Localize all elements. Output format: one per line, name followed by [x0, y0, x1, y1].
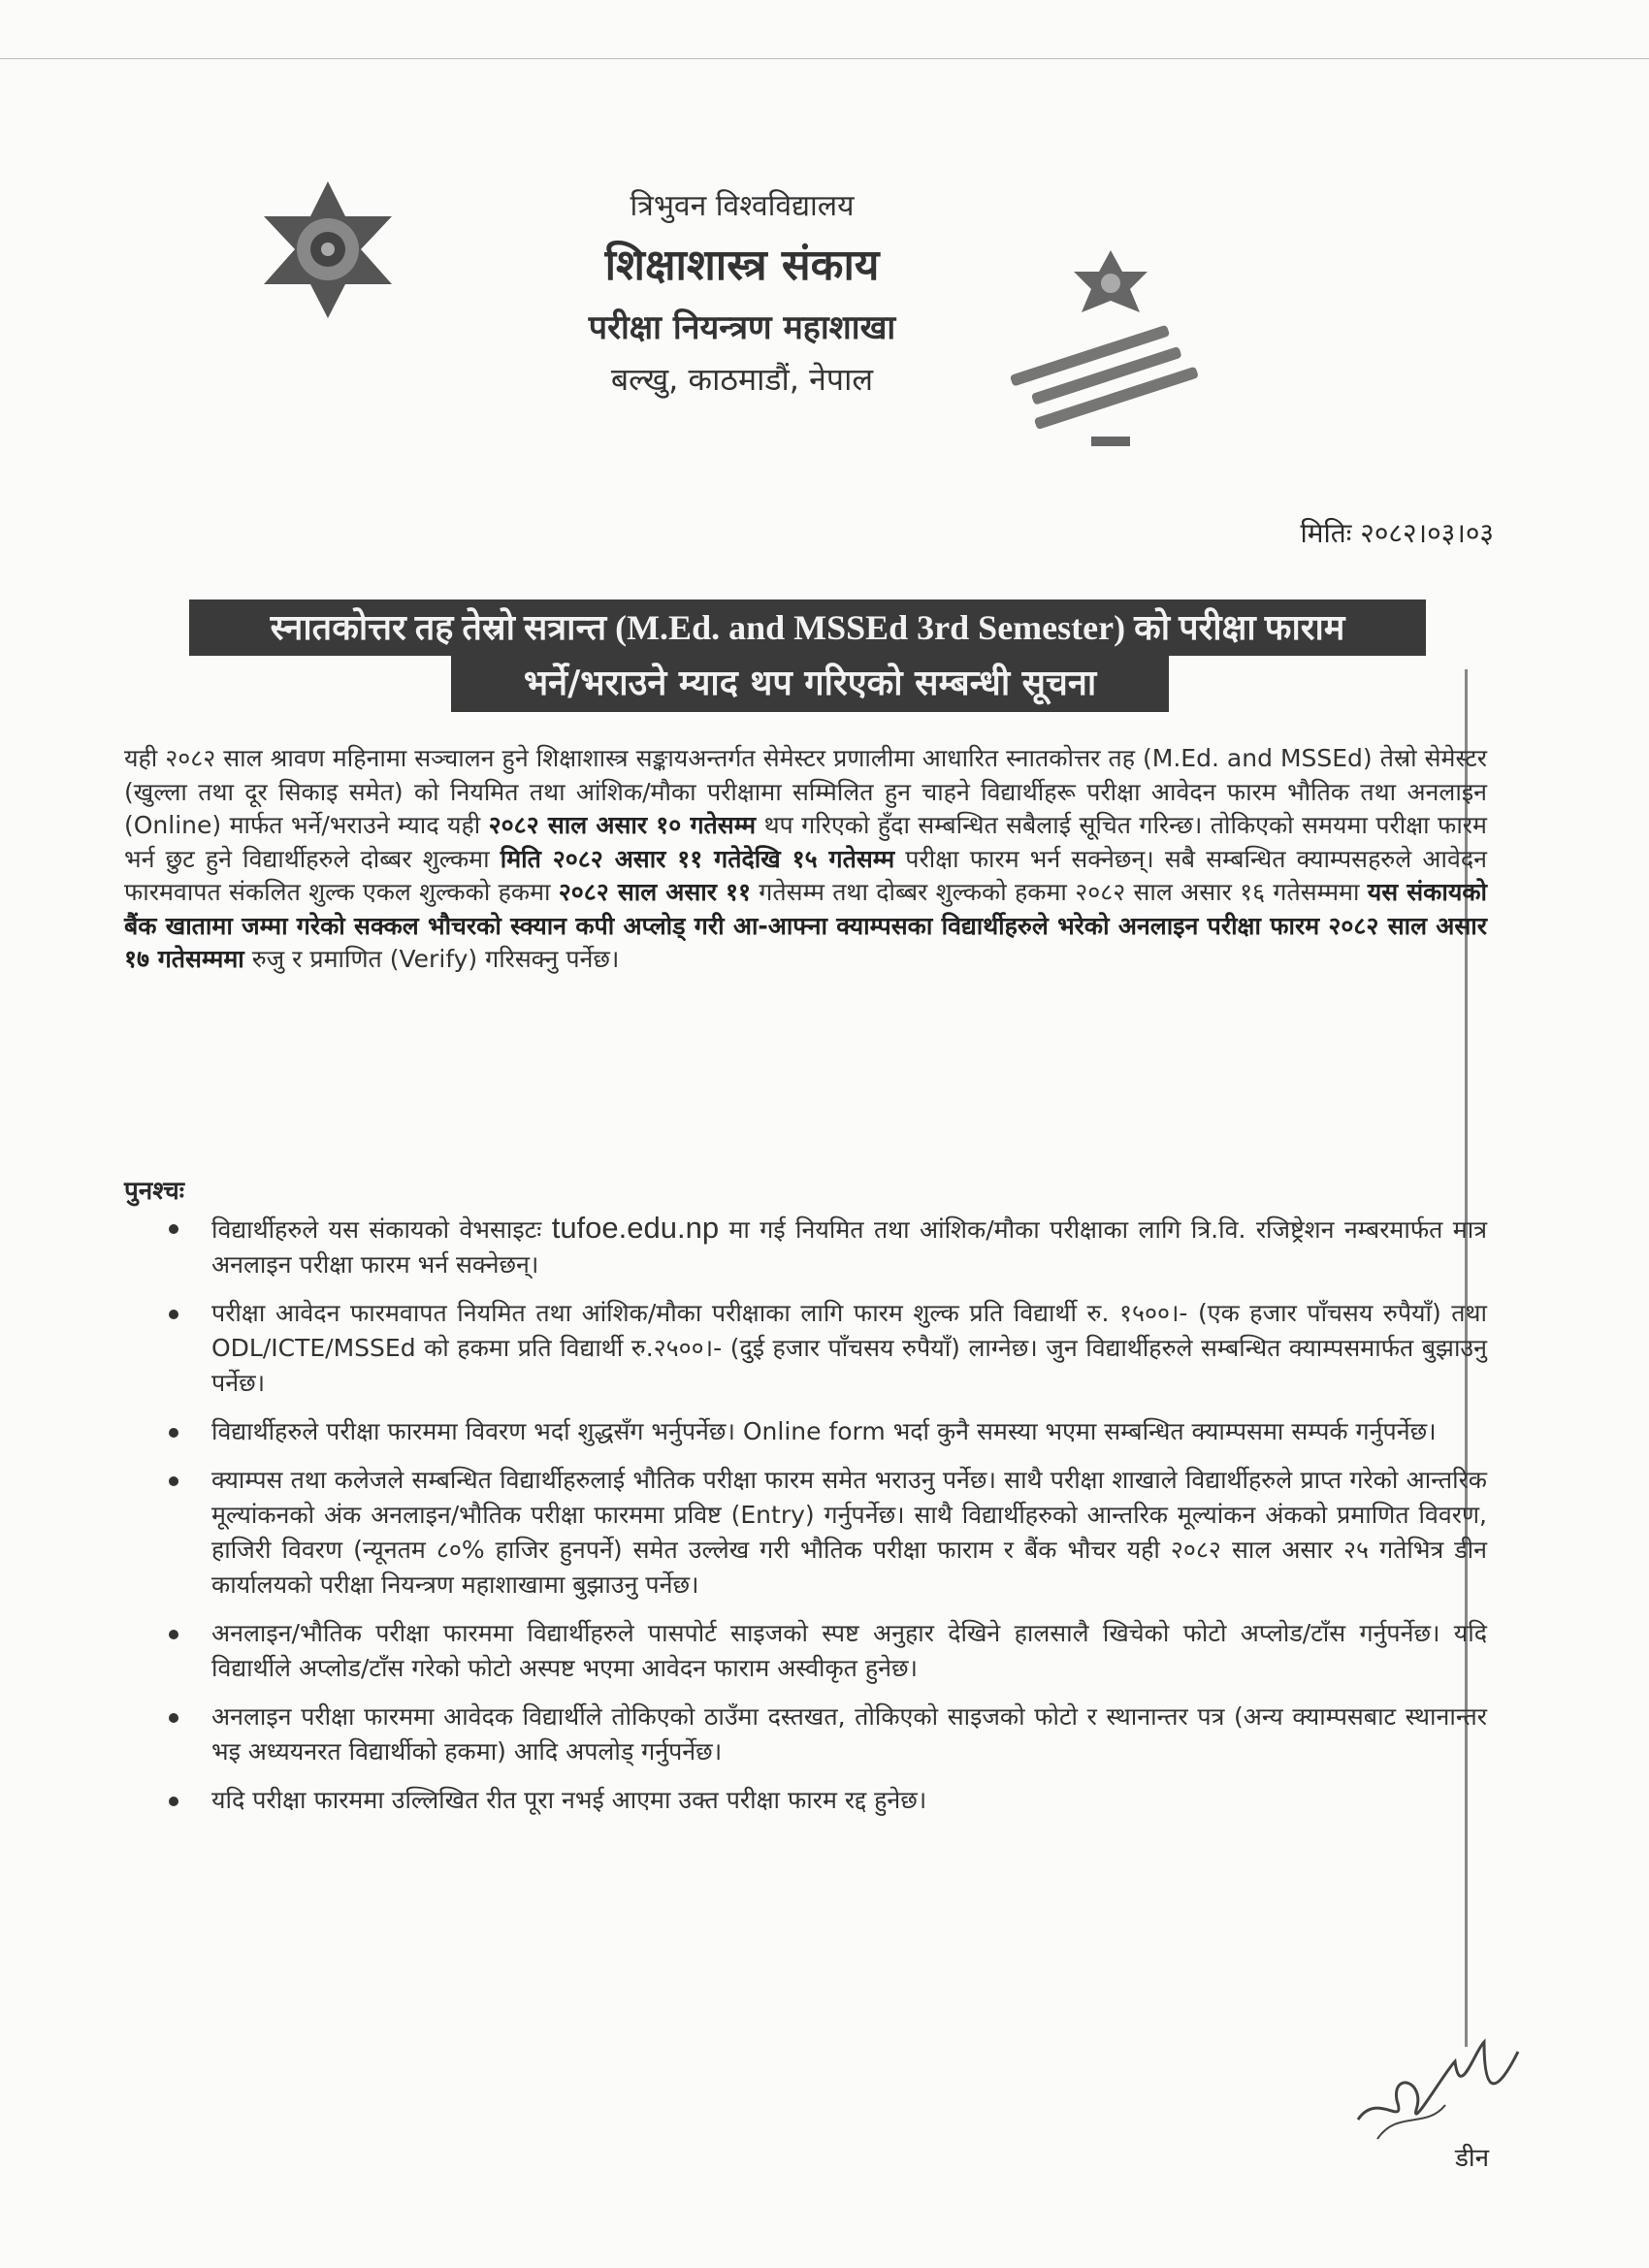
- list-item: अनलाइन परीक्षा फारममा आवेदक विद्यार्थीले तोकिएको ठाउँमा दस्तखत, तोकिएको साइजको फोटो र स्थानान्तर पत्र (अन्य क्याम्पसबाट स्थानान्तर भइ अध्ययनरत विद्यार्थीको हकमा) आदि अपलोड् गर्नुपर्नेछ।: [165, 1700, 1487, 1769]
- scan-top-line: [0, 58, 1649, 59]
- notice-date: मितिः २०८२।०३।०३: [1300, 517, 1494, 549]
- bullet-icon: [169, 1797, 178, 1806]
- office-stamp: [999, 243, 1227, 466]
- handwritten-signature: [1339, 2013, 1533, 2149]
- list-item: यदि परीक्षा फारममा उल्लिखित रीत पूरा नभई आएमा उक्त परीक्षा फारम रद्द हुनेछ।: [165, 1783, 1487, 1818]
- bullet-icon: [169, 1428, 178, 1438]
- nepal-emblem-logo: [260, 179, 396, 320]
- list-item: क्याम्पस तथा कलेजले सम्बन्धित विद्यार्थीहरुलाई भौतिक परीक्षा फारम समेत भराउनु पर्नेछ। साथै परीक्षा शाखाले विद्यार्थीहरुले प्राप्त गरेको आन्तरिक मूल्यांकनको अंक अनलाइन/भौतिक परीक्षा फारममा प्रविष्ट (Entry) गर्नुपर्नेछ। साथै विद्यार्थीहरुको आन्तरिक मूल्यांकन अंकको प्रमाणित विवरण, हाजिरी विवरण (न्यूनतम ८०% हाजिर हुनपर्ने) समेत उल्लेख गरी भौतिक परीक्षा फाराम र बैंक भौचर यही २०८२ साल असार २५ गतेभित्र डीन कार्यालयको परीक्षा नियन्त्रण महाशाखामा बुझाउनु पर्नेछ।: [165, 1463, 1487, 1603]
- list-item: विद्यार्थीहरुले परीक्षा फारममा विवरण भर्दा शुद्धसँग भर्नुपर्नेछ। Online form भर्दा कुनै समस्या भएमा सम्बन्धित क्याम्पसमा सम्पर्क गर्नुपर्नेछ।: [165, 1414, 1487, 1449]
- division-name: परीक्षा नियन्त्रण महाशाखा: [588, 308, 896, 347]
- signatory-title: डीन: [1455, 2144, 1490, 2173]
- website-link[interactable]: tufoe.edu.np: [551, 1211, 720, 1245]
- list-item: अनलाइन/भौतिक परीक्षा फारममा विद्यार्थीहरुले पासपोर्ट साइजको स्पष्ट अनुहार देखिने हालसालै खिचेको फोटो अप्लोड/टाँस गर्नुपर्नेछ। यदि विद्यार्थीले अप्लोड/टाँस गरेको फोटो अस्पष्ट भएमा आवेदन फाराम अस्वीकृत हुनेछ।: [165, 1616, 1487, 1686]
- bullet-icon: [169, 1476, 178, 1486]
- faculty-name: शिक्षाशास्त्र संकाय: [604, 241, 880, 290]
- notice-body-paragraph: यही २०८२ साल श्रावण महिनामा सञ्चालन हुने शिक्षाशास्त्र सङ्कायअन्तर्गत सेमेस्टर प्रणालीमा आधारित स्नातकोत्तर तह (M.Ed. and MSSEd) तेस्रो सेमेस्टर (खुल्ला तथा दूर सिकाइ समेत) को नियमित तथा आंशिक/मौका परीक्षामा सम्मिलित हुन चाहने विद्यार्थीहरू परीक्षा आवेदन फारम भौतिक तथा अनलाइन (Online) मार्फत भर्ने/भराउने म्याद यही २०८२ साल असार १० गतेसम्म थप गरिएको हुँदा सम्बन्धित सबैलाई सूचित गरिन्छ। तोकिएको समयमा परीक्षा फारम भर्न छुट हुने विद्यार्थीहरुले दोब्बर शुल्कमा मिति २०८२ असार ११ गतेदेखि १५ गतेसम्म परीक्षा फारम भर्न सक्नेछन्। सबै सम्बन्धित क्याम्पसहरुले आवेदन फारमवापत संकलित शुल्क एकल शुल्कको हकमा २०८२ साल असार ११ गतेसम्म तथा दोब्बर शुल्कको हकमा २०८२ साल असार १६ गतेसम्ममा यस संकायको बैंक खातामा जम्मा गरेको सक्कल भौचरको स्क्यान कपी अप्लोड् गरी आ-आफ्ना क्याम्पसका विद्यार्थीहरुले भरेको अनलाइन परीक्षा फारम २०८२ साल असार १७ गतेसम्ममा रुजु र प्रमाणित (Verify) गरिसक्नु पर्नेछ।: [124, 744, 1487, 973]
- postscript-label: पुनश्चः: [124, 1177, 185, 1206]
- postscript-list: [165, 1211, 1487, 1831]
- letterhead: [524, 184, 960, 400]
- notice-title-line2: भर्ने/भराउने म्याद थप गरिएको सम्बन्धी सूचना: [451, 656, 1169, 712]
- bullet-icon: [169, 1713, 178, 1723]
- list-item: विद्यार्थीहरुले यस संकायको वेभसाइटः tufoe.edu.np मा गई नियमित तथा आंशिक/मौका परीक्षाका लागि त्रि.वि. रजिष्ट्रेशन नम्बरमार्फत मात्र अनलाइन परीक्षा फारम भर्न सक्नेछन्।: [165, 1211, 1487, 1282]
- university-name: त्रिभुवन विश्वविद्यालय: [630, 189, 855, 223]
- notice-title-line1: स्नातकोत्तर तह तेस्रो सत्रान्त (M.Ed. and MSSEd 3rd Semester) को परीक्षा फाराम: [189, 599, 1426, 656]
- list-item: परीक्षा आवेदन फारमवापत नियमित तथा आंशिक/मौका परीक्षाका लागि फारम शुल्क प्रति विद्यार्थी रु. १५००।- (एक हजार पाँचसय रुपैयाँ) तथा ODL/ICTE/MSSEd को हकमा प्रति विद्यार्थी रु.२५००।- (दुई हजार पाँचसय रुपैयाँ) लाग्नेछ। जुन विद्यार्थीहरुले सम्बन्धित क्याम्पसमार्फत बुझाउनु पर्नेछ।: [165, 1296, 1487, 1401]
- address: बल्खु, काठमाडौं, नेपाल: [610, 361, 874, 398]
- bullet-icon: [169, 1630, 178, 1639]
- bullet-icon: [169, 1224, 178, 1234]
- bullet-icon: [169, 1310, 178, 1319]
